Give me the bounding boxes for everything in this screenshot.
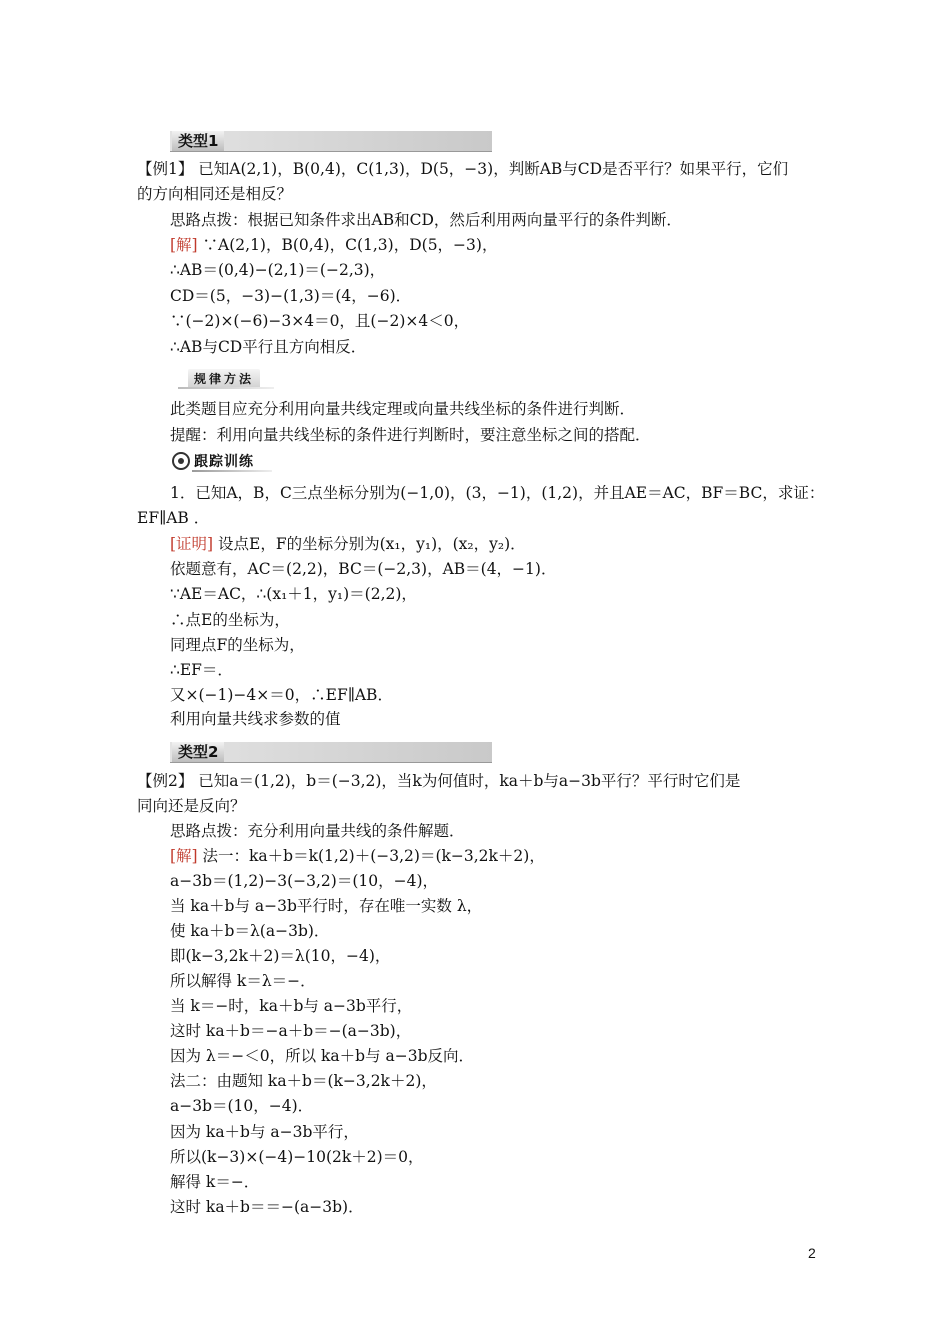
text-line: 使 ka＋b＝λ(a−3b)． [170, 922, 330, 940]
text-line: 当 k＝−时，ka＋b与 a−3b平行， [170, 997, 413, 1015]
type2-label: 类型2 [172, 742, 224, 762]
text-line: 这时 ka＋b＝＝−(a−3b)． [170, 1198, 364, 1216]
text-line: 【例1】 已知A(2,1)，B(0,4)，C(1,3)，D(5，−3)，判断AB与CD是否平行？如果平行，它们 [137, 160, 789, 178]
track-banner [172, 451, 272, 473]
text-line: 1．已知A，B，C三点坐标分别为(−1,0)，(3，−1)，(1,2)，并且AE＝AC，BF＝BC，求证： [170, 484, 825, 502]
text-line: 因为 λ＝−＜0，所以 ka＋b与 a−3b反向． [170, 1047, 475, 1065]
text-line: 的方向相同还是相反？ [137, 185, 293, 203]
text-line: 思路点拨：充分利用向量共线的条件解题． [170, 822, 465, 840]
text-line: 同向还是反向？ [137, 797, 246, 815]
solution-tag: [解] [170, 236, 198, 254]
text-line: 依题意有，AC＝(2,2)，BC＝(−2,3)，AB＝(4，−1)． [170, 560, 557, 578]
text-line: 法二：由题知 ka＋b＝(k−3,2k＋2)， [170, 1072, 437, 1090]
text-line: 又×(−1)−4×＝0，∴EF∥AB． [170, 686, 393, 704]
text-line: CD＝(5，−3)−(1,3)＝(4，−6)． [170, 287, 412, 305]
text-line: 因为 ka＋b与 a−3b平行， [170, 1123, 359, 1141]
text-line: EF∥AB ． [137, 509, 210, 527]
method-banner [178, 369, 274, 389]
type2-banner [170, 742, 492, 763]
text-line: ∴AB与CD平行且方向相反． [170, 338, 367, 356]
solution-tag: [解] [170, 847, 198, 865]
text-line: 利用向量共线求参数的值 [170, 710, 341, 728]
text-line: 当 ka＋b与 a−3b平行时，存在唯一实数 λ， [170, 897, 483, 915]
text-line: 解得 k＝−． [170, 1173, 260, 1191]
text-line: 这时 ka＋b＝−a＋b＝−(a−3b)， [170, 1022, 412, 1040]
text-line: 即(k−3,2k＋2)＝λ(10，−4)， [170, 947, 391, 965]
text-line: ∴EF＝． [170, 661, 233, 679]
target-icon [172, 452, 190, 470]
type1-label: 类型1 [172, 131, 224, 151]
track-underline [192, 470, 272, 472]
page-number: 2 [808, 1245, 816, 1261]
text-line: 提醒：利用向量共线坐标的条件进行判断时，要注意坐标之间的搭配． [170, 426, 651, 444]
text-line: ∴AB＝(0,4)−(2,1)＝(−2,3)， [170, 261, 386, 279]
method-label: 规律方法 [188, 369, 260, 389]
proof-tag: [证明] [170, 535, 214, 553]
type1-banner [170, 131, 492, 152]
text-line: a−3b＝(10，−4)． [170, 1097, 314, 1115]
text-line: 此类题目应充分利用向量共线定理或向量共线坐标的条件进行判断． [170, 400, 636, 418]
text-line: a−3b＝(1,2)−3(−3,2)＝(10，−4)， [170, 872, 439, 890]
text-line: ∴点E的坐标为， [170, 611, 290, 629]
track-label: 跟踪训练 [194, 454, 254, 470]
method-underline [178, 387, 274, 389]
text-line: 思路点拨：根据已知条件求出AB和CD，然后利用两向量平行的条件判断． [170, 211, 682, 229]
text-line: 同理点F的坐标为， [170, 636, 305, 654]
text-line: [证明] 设点E，F的坐标分别为(x₁，y₁)，(x₂，y₂)． [170, 535, 526, 553]
text-line: [解] ∵A(2,1)，B(0,4)，C(1,3)，D(5，−3)， [170, 236, 498, 254]
text-line: 所以解得 k＝λ＝−． [170, 972, 316, 990]
text-line: 所以(k−3)×(−4)−10(2k＋2)＝0， [170, 1148, 424, 1166]
text-line: ∵(−2)×(−6)−3×4＝0，且(−2)×4＜0， [170, 312, 470, 330]
text-line: [解] 法一：ka＋b＝k(1,2)＋(−3,2)＝(k−3,2k＋2)， [170, 847, 545, 865]
text-line: 【例2】 已知a＝(1,2)，b＝(−3,2)，当k为何值时，ka＋b与a−3b平行？平行时它们是 [137, 772, 741, 790]
text-line: ∵AE＝AC，∴(x₁＋1，y₁)＝(2,2)， [170, 585, 417, 603]
